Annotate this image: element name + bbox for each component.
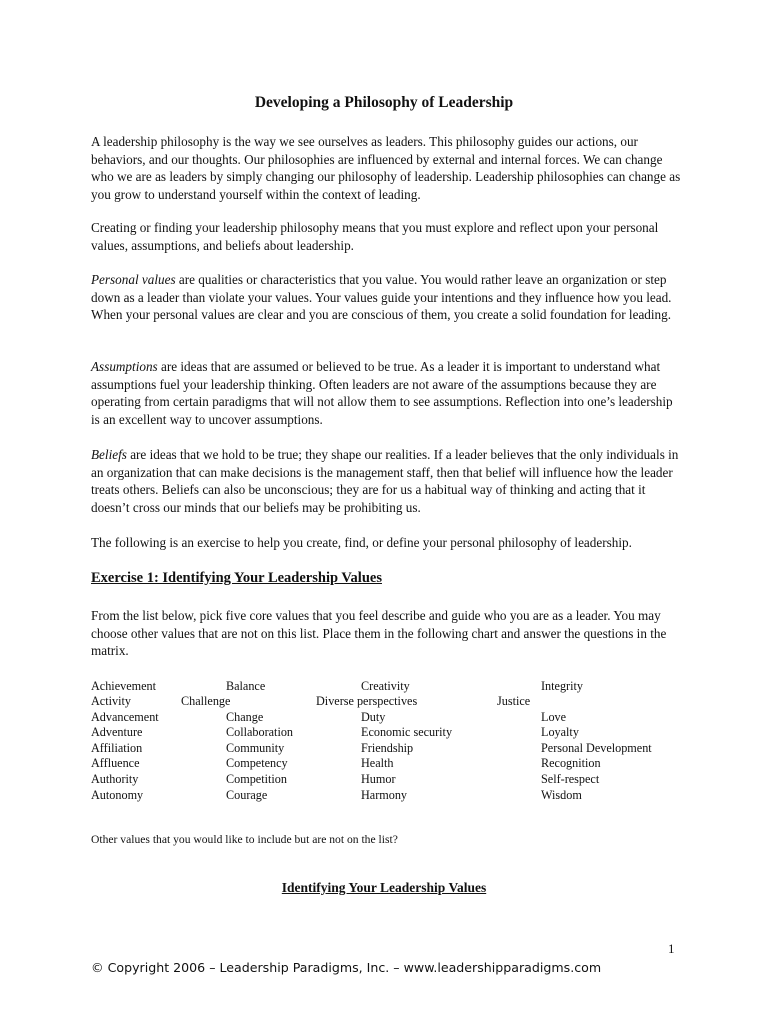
values-row — [0, 755, 768, 771]
values-row — [0, 724, 768, 740]
values-row — [0, 678, 768, 694]
beliefs-text: are ideas that we hold to be true; they shape our realities. If a leader believes that the only individuals in an organization that can make decisions is the management staff, then that belief will influence how the leader treats others. Beliefs can also be unconscious; they are for us a habitual way of thinking and acting that it doesn’t cross our minds that our beliefs may be prohibiting us. — [91, 447, 679, 515]
value-item: Friendship — [361, 741, 414, 755]
value-item: Competition — [226, 772, 287, 786]
creating-paragraph: Creating or finding your leadership philosophy means that you must explore and reflect upon your personal values, assumptions, and beliefs about leadership. — [91, 220, 659, 253]
exercise-heading: Exercise 1: Identifying Your Leadership Values — [91, 570, 382, 586]
exercise-instructions: From the list below, pick five core values that you feel describe and guide who you are as a leader. You may choose other values that are not on this list. Place them in the following chart and answer the questions in the matrix. — [91, 608, 667, 658]
intro-paragraph: A leadership philosophy is the way we see ourselves as leaders. This philosophy guides our actions, our behaviors, and our thoughts. Our philosophies are influenced by external and internal forces. We can change who we are as leaders by simply changing our philosophy of leadership. Leadership philosophies can change as you grow to understand yourself within the context of leading. — [91, 134, 681, 202]
personal-values-paragraph — [91, 271, 683, 324]
value-item: Health — [361, 756, 394, 770]
value-item: Self-respect — [541, 772, 600, 786]
page-title: Developing a Philosophy of Leadership — [254, 94, 514, 111]
assumptions-paragraph — [91, 358, 683, 428]
beliefs-paragraph — [91, 446, 683, 516]
value-item: Loyalty — [541, 725, 579, 739]
value-item: Change — [226, 710, 264, 724]
values-row — [0, 740, 768, 756]
beliefs-term: Beliefs — [91, 447, 127, 462]
value-item: Competency — [226, 756, 288, 770]
page-number: 1 — [668, 941, 675, 956]
values-row — [0, 787, 768, 803]
exercise-intro-paragraph: The following is an exercise to help you create, find, or define your personal philosophy of leadership. — [91, 535, 632, 550]
value-item: Recognition — [541, 756, 601, 770]
copyright-footer: © Copyright 2006 – Leadership Paradigms, Inc. – www.leadershipparadigms.com — [91, 960, 602, 975]
values-row — [0, 709, 768, 725]
value-item: Balance — [226, 679, 266, 693]
other-values-prompt: Other values that you would like to include but are not on the list? — [91, 833, 398, 846]
value-item: Integrity — [541, 679, 583, 693]
value-item: Achievement — [91, 679, 156, 693]
personal-values-text: are qualities or characteristics that you value. You would rather leave an organization or step down as a leader than violate your values. Your values guide your intentions and they influence how you lead. When your personal values are clear and you are conscious of them, you create a solid foundation for leading. — [91, 272, 672, 322]
value-item: Activity — [91, 694, 131, 708]
value-item: Courage — [226, 788, 268, 802]
values-row — [0, 771, 768, 787]
value-item: Harmony — [361, 788, 408, 802]
value-item: Duty — [361, 710, 386, 724]
value-item: Economic security — [361, 725, 453, 739]
value-item: Challenge — [181, 694, 231, 708]
value-item: Wisdom — [541, 788, 582, 802]
value-item: Authority — [91, 772, 139, 786]
value-item: Advancement — [91, 710, 159, 724]
matrix-heading: Identifying Your Leadership Values — [281, 880, 487, 895]
personal-values-term: Personal values — [91, 272, 176, 287]
value-item: Diverse perspectives — [316, 694, 418, 708]
assumptions-term: Assumptions — [91, 359, 158, 374]
value-item: Community — [226, 741, 285, 755]
value-item: Love — [541, 710, 567, 724]
value-item: Affiliation — [91, 741, 143, 755]
value-item: Affluence — [91, 756, 140, 770]
value-item: Justice — [497, 694, 531, 708]
value-item: Autonomy — [91, 788, 144, 802]
assumptions-text: are ideas that are assumed or believed to be true. As a leader it is important to understand what assumptions fuel your leadership thinking. Often leaders are not aware of the assumptions because they are operating from certain paradigms that will not allow them to see assumptions. Reflection into one’s leadership is an excellent way to uncover assumptions. — [91, 359, 673, 427]
value-item: Creativity — [361, 679, 410, 693]
value-item: Collaboration — [226, 725, 294, 739]
values-row — [0, 693, 768, 709]
value-item: Adventure — [91, 725, 143, 739]
value-item: Humor — [361, 772, 396, 786]
value-item: Personal Development — [541, 741, 652, 755]
